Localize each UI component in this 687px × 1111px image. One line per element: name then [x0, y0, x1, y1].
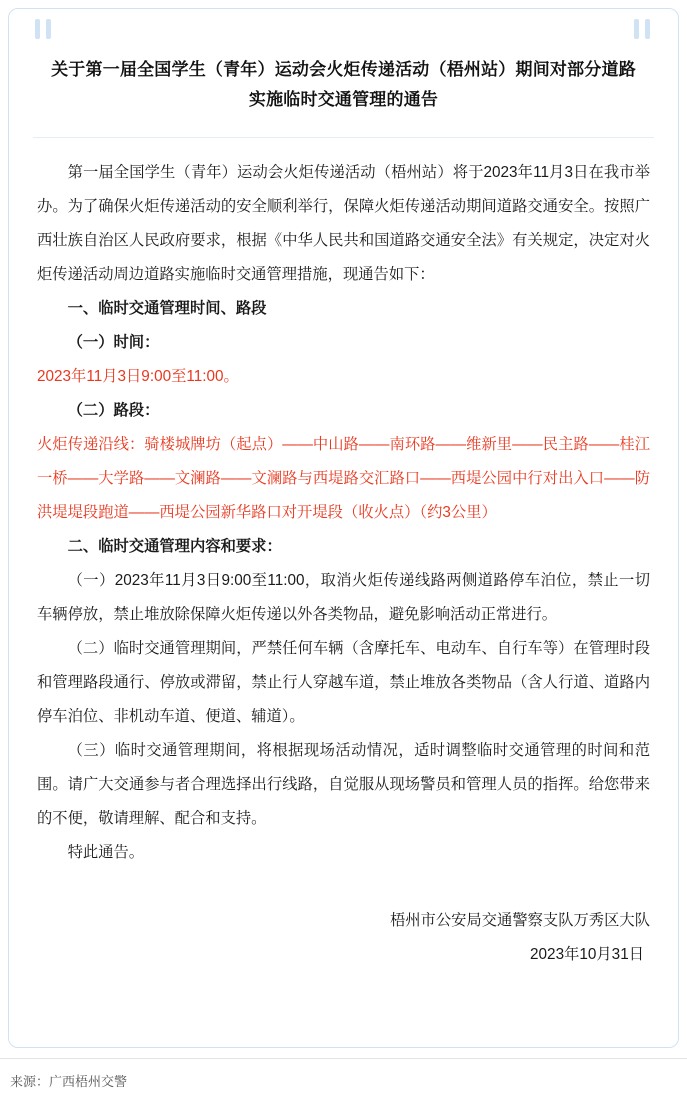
decorative-bars-right-icon: [630, 19, 656, 39]
route-value-text: 火炬传递沿线：骑楼城牌坊（起点）——中山路——南环路——维新里——民主路——桂江一桥——大学路——文澜路——文澜路与西堤路交汇路口——西堤公园中行对出入口——防洪堤堤段跑道——西堤公园新华路口对开堤段（收火点）（约3公里）: [37, 436, 650, 521]
signature-date: 2023年10月31日: [530, 946, 644, 963]
document-page: [0, 8, 687, 1111]
time-value-text: 2023年11月3日9:00至11:00。: [37, 368, 239, 385]
decorative-bars-left-icon: [31, 19, 57, 39]
source-footer: 来源：广西梧州交警: [0, 1058, 687, 1101]
notice-card: [8, 8, 679, 1048]
paragraph-2-2: （二）临时交通管理期间，严禁任何车辆（含摩托车、电动车、自行车等）在管理时段和管理路段通行、停放或滞留，禁止行人穿越车道，禁止堆放各类物品（含人行道、道路内停车泊位、非机动车道、便道、辅道）。: [37, 640, 650, 725]
subsection-heading-route: （二）路段：: [67, 402, 160, 419]
subsection-heading-time: （一）时间：: [67, 334, 160, 351]
paragraph-2-3: （三）临时交通管理期间，将根据现场活动情况，适时调整临时交通管理的时间和范围。请广大交通参与者合理选择出行线路，自觉服从现场警员和管理人员的指挥。给您带来的不便，敬请理解、配合和支持。: [37, 742, 650, 827]
section-heading-2: 二、临时交通管理内容和要求：: [67, 538, 282, 555]
document-title: 关于第一届全国学生（青年）运动会火炬传递活动（梧州站）期间对部分道路实施临时交通管理的通告: [51, 60, 636, 109]
section-heading-1: 一、临时交通管理时间、路段: [67, 300, 267, 317]
signature-issuer: 梧州市公安局交通警察支队万秀区大队: [389, 912, 650, 929]
paragraph-closing: 特此通告。: [67, 844, 145, 861]
paragraph-intro: 第一届全国学生（青年）运动会火炬传递活动（梧州站）将于2023年11月3日在我市举办。为了确保火炬传递活动的安全顺利举行，保障火炬传递活动期间道路交通安全。按照广西壮族自治区人民政府要求，根据《中华人民共和国道路交通安全法》有关规定，决定对火炬传递活动周边道路实施临时交通管理措施，现通告如下：: [37, 164, 650, 283]
paragraph-2-1: （一）2023年11月3日9:00至11:00，取消火炬传递线路两侧道路停车泊位，禁止一切车辆停放，禁止堆放除保障火炬传递以外各类物品，避免影响活动正常进行。: [37, 572, 650, 623]
signature-block: [37, 904, 650, 972]
document-body: [37, 138, 650, 870]
